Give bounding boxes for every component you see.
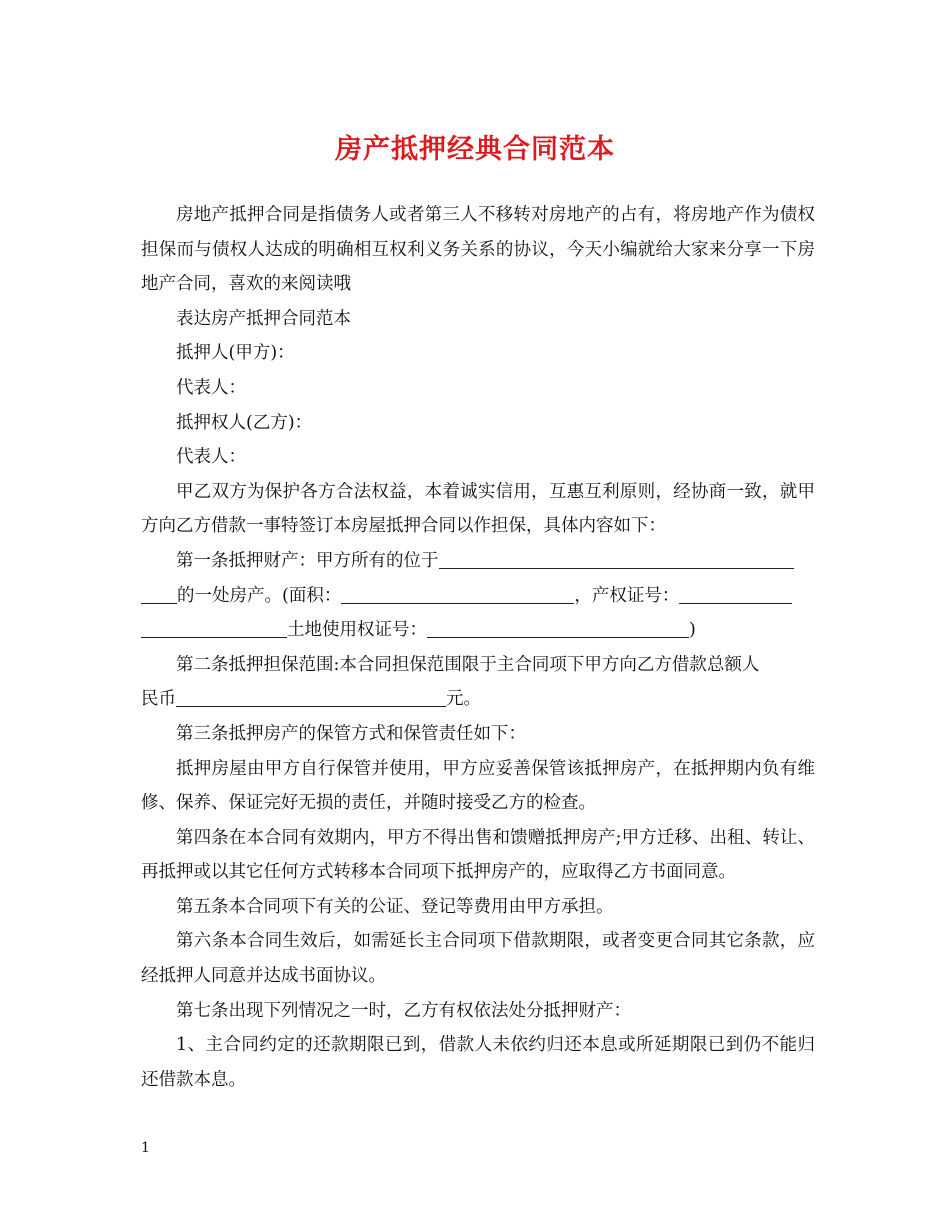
intro-paragraph: 房地产抵押合同是指债务人或者第三人不移转对房地产的占有，将房地产作为债权担保而与债权人达成的明确相互权利义务关系的协议，今天小编就给大家来分享一下房地产合同，喜欢的来阅读哦	[141, 205, 815, 295]
land-cert-blank	[427, 618, 689, 638]
document-title: 房产抵押经典合同范本	[335, 134, 615, 165]
page-number: 1	[141, 1140, 150, 1156]
area-blank	[341, 584, 574, 604]
location-blank	[439, 549, 794, 569]
article-2-text: 第二条抵押担保范围:本合同担保范围限于主合同项下甲方向乙方借款总额人	[176, 654, 760, 675]
article-1-text: 第一条抵押财产：甲方所有的位于	[176, 550, 439, 571]
article-4: 第四条在本合同有效期内，甲方不得出售和馈赠抵押房产;甲方迁移、出租、转让、再抵押或以其它任何方式转移本合同项下抵押房产的，应取得乙方书面同意。	[141, 827, 815, 883]
document-body	[141, 198, 815, 1097]
property-cert-blank-cont	[141, 618, 287, 638]
property-cert-blank	[679, 584, 792, 604]
party-a-line: 抵押人(甲方)：	[176, 343, 295, 364]
amount-blank	[176, 687, 446, 707]
article-6: 第六条本合同生效后，如需延长主合同项下借款期限，或者变更合同其它条款，应经抵押人同意并达成书面协议。	[141, 931, 815, 987]
article-7-heading: 第七条出现下列情况之一时，乙方有权依法处分抵押财产：	[176, 1000, 631, 1021]
article-5: 第五条本合同项下有关的公证、登记等费用由甲方承担。	[176, 896, 614, 917]
preamble-paragraph: 甲乙双方为保护各方合法权益，本着诚实信用，互惠互利原则，经协商一致，就甲方向乙方借款一事特签订本房屋抵押合同以作担保，具体内容如下：	[141, 481, 815, 537]
contract-subtitle: 表达房产抵押合同范本	[176, 308, 351, 329]
article-1-property: 第一条抵押财产：甲方所有的位于 的一处房产。(面积： ，产权证号： 土地使用权证号： )	[141, 544, 815, 648]
article-7-item-1: 1、主合同约定的还款期限已到，借款人未依约归还本息或所延期限已到仍不能归还借款本息。	[141, 1035, 815, 1090]
representative-a-line: 代表人：	[176, 377, 246, 398]
article-2-scope: 第二条抵押担保范围:本合同担保范围限于主合同项下甲方向乙方借款总额人 民币 元。	[141, 648, 815, 717]
representative-b-line: 代表人：	[176, 447, 246, 468]
article-3-heading: 第三条抵押房产的保管方式和保管责任如下：	[176, 723, 526, 744]
location-blank-cont	[141, 584, 177, 604]
party-b-line: 抵押权人(乙方)：	[176, 412, 313, 433]
article-3-body: 抵押房屋由甲方自行保管并使用，甲方应妥善保管该抵押房产，在抵押期内负有维修、保养、保证完好无损的责任，并随时接受乙方的检查。	[141, 758, 815, 814]
